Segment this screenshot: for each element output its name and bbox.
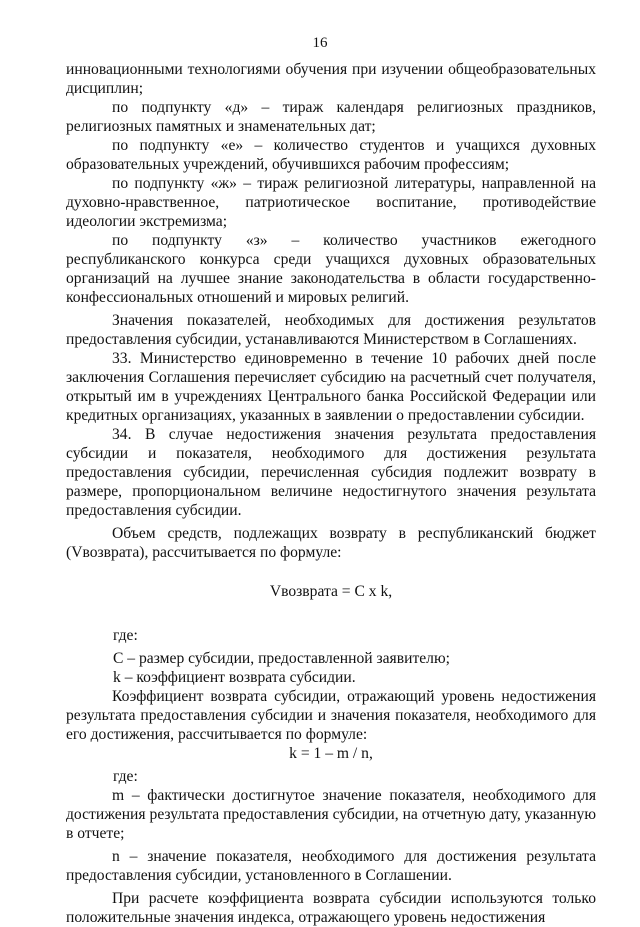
document-body — [66, 60, 596, 927]
definition-c: С – размер субсидии, предоставленной заявителю; — [113, 650, 450, 667]
definition-m: m – фактически достигнутое значение показателя, необходимого для достижения результата предоставления субсидии, на отчетную дату, указанную в отчете; — [66, 787, 596, 842]
formula-refund-volume: Vвозврата = С x k, — [269, 583, 393, 600]
paragraph-indicator-values: Значения показателей, необходимых для достижения результатов предоставления субсидии, устанавливаются Министерством в Соглашениях. — [66, 312, 596, 348]
paragraph-item-33: 33. Министерство единовременно в течение 10 рабочих дней после заключения Соглашения перечисляет субсидию на расчетный счет получателя, открытый им в учреждениях Центрального банка Российской Федерации или кредитных организациях, указанных в заявлении о предоставлении субсидии. — [66, 350, 596, 424]
paragraph-refund-volume: Объем средств, подлежащих возврату в республиканский бюджет (Vвозврата), рассчитывается по формуле: — [66, 525, 596, 561]
paragraph-coefficient: Коэффициент возврата субсидии, отражающий уровень недостижения результата предоставления субсидии и значения показателя, необходимого для его достижения, рассчитывается по формуле: — [66, 688, 596, 743]
paragraph-subitem-e: по подпункту «е» – количество студентов и учащихся духовных образовательных учреждений, обучившихся рабочим профессиям; — [66, 137, 596, 173]
formula-coefficient: k = 1 – m / n, — [289, 745, 373, 762]
paragraph-positive-values: При расчете коэффициента возврата субсидии используются только положительные значения индекса, отражающего уровень недостижения — [66, 890, 596, 926]
paragraph-subitem-d: по подпункту «д» – тираж календаря религиозных праздников, религиозных памятных и знаменательных дат; — [66, 99, 596, 135]
paragraph-continuation: инновационными технологиями обучения при изучении общеобразовательных дисциплин; — [66, 61, 596, 97]
page-number: 16 — [312, 35, 328, 51]
paragraph-subitem-z: по подпункту «з» – количество участников ежегодного республиканского конкурса среди учащихся духовных образовательных организаций на лучшее знание законодательства в области государственно-конфессиональных отношений и мировых религий. — [66, 232, 596, 306]
definition-n: n – значение показателя, необходимого для достижения результата предоставления субсидии, установленного в Соглашении. — [66, 848, 596, 884]
where-label-1: где: — [113, 627, 138, 644]
where-label-2: где: — [113, 768, 138, 785]
definition-k: k – коэффициент возврата субсидии. — [113, 669, 356, 686]
paragraph-item-34: 34. В случае недостижения значения результата предоставления субсидии и показателя, необходимого для достижения результата предоставления субсидии, перечисленная субсидия подлежит возврату в размере, пропорциональном величине недостигнутого значения результата предоставления субсидии. — [66, 426, 596, 519]
paragraph-subitem-zh: по подпункту «ж» – тираж религиозной литературы, направленной на духовно-нравственное, патриотическое воспитание, противодействие идеологии экстремизма; — [66, 175, 596, 230]
